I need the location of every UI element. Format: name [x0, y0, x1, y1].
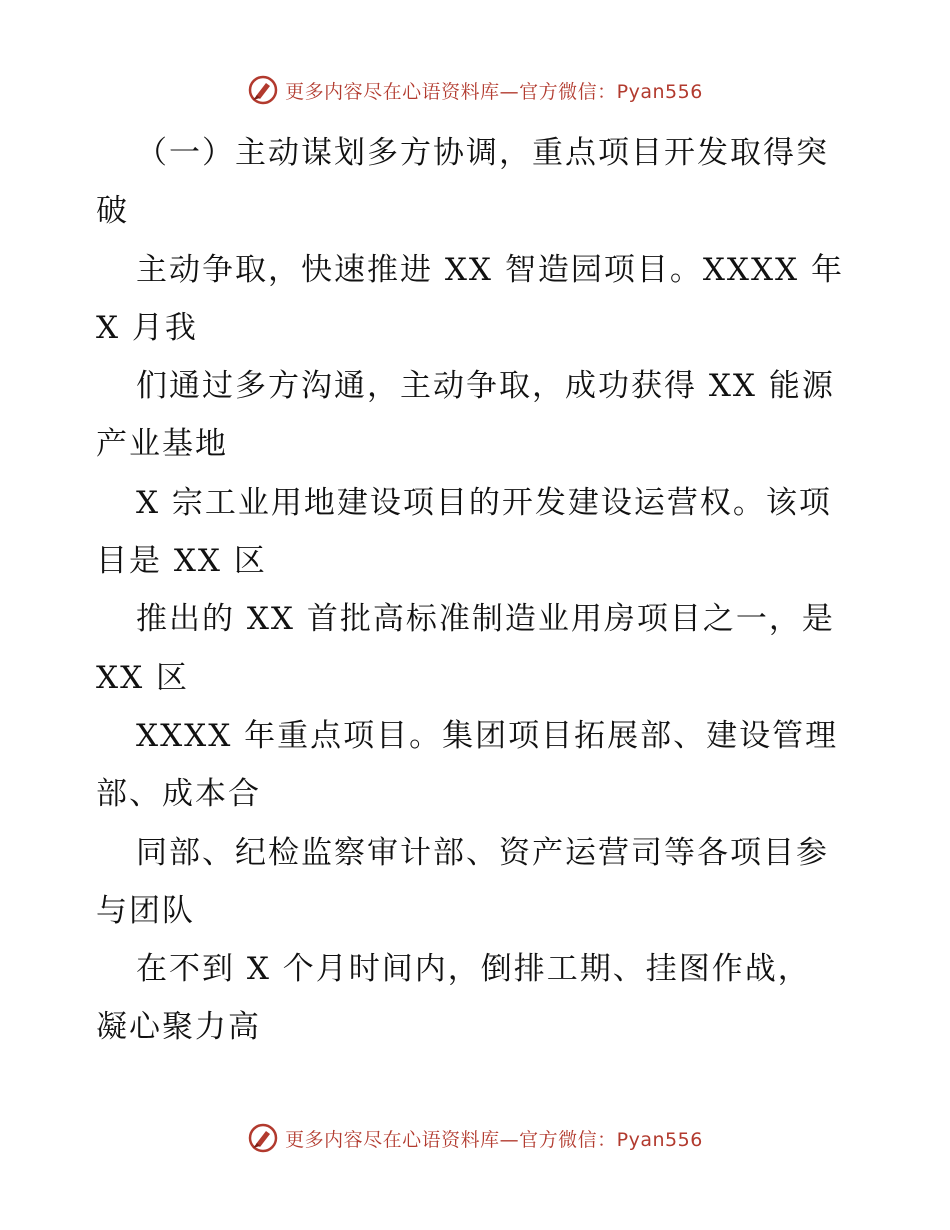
text-line: 同部、纪检监察审计部、资产运营司等各项目参 — [136, 834, 829, 871]
text-line: 们通过多方沟通，主动争取，成功获得 XX 能源 — [136, 368, 835, 405]
text-line: X 月我 — [96, 309, 198, 346]
text-line: 主动争取，快速推进 XX 智造园项目。XXXX 年 — [136, 251, 844, 288]
text-line: 部、成本合 — [96, 776, 261, 813]
text-line: 推出的 XX 首批高标准制造业用房项目之一，是 — [136, 601, 835, 638]
pen-logo-icon — [247, 74, 279, 106]
text-line: 破 — [96, 193, 129, 230]
footer-watermark — [0, 1122, 950, 1154]
watermark-text: 更多内容尽在心语资料库—官方微信：Pyan556 — [285, 80, 703, 103]
text-line: 目是 XX 区 — [96, 543, 267, 580]
text-line: 在不到 X 个月时间内，倒排工期、挂图作战， — [136, 951, 811, 988]
text-line: XXXX 年重点项目。集团项目拓展部、建设管理 — [136, 717, 839, 754]
text-line: 凝心聚力高 — [96, 1009, 261, 1046]
text-line: X 宗工业用地建设项目的开发建设运营权。该项 — [136, 484, 832, 521]
text-line: 产业基地 — [96, 426, 228, 463]
pen-logo-icon — [247, 1122, 279, 1154]
text-line: （一）主动谋划多方协调，重点项目开发取得突 — [136, 135, 829, 171]
text-line: XX 区 — [96, 659, 189, 696]
header-watermark — [0, 74, 950, 106]
watermark-text: 更多内容尽在心语资料库—官方微信：Pyan556 — [285, 1128, 703, 1151]
text-line: 与团队 — [96, 892, 195, 929]
document-body — [96, 124, 866, 1057]
